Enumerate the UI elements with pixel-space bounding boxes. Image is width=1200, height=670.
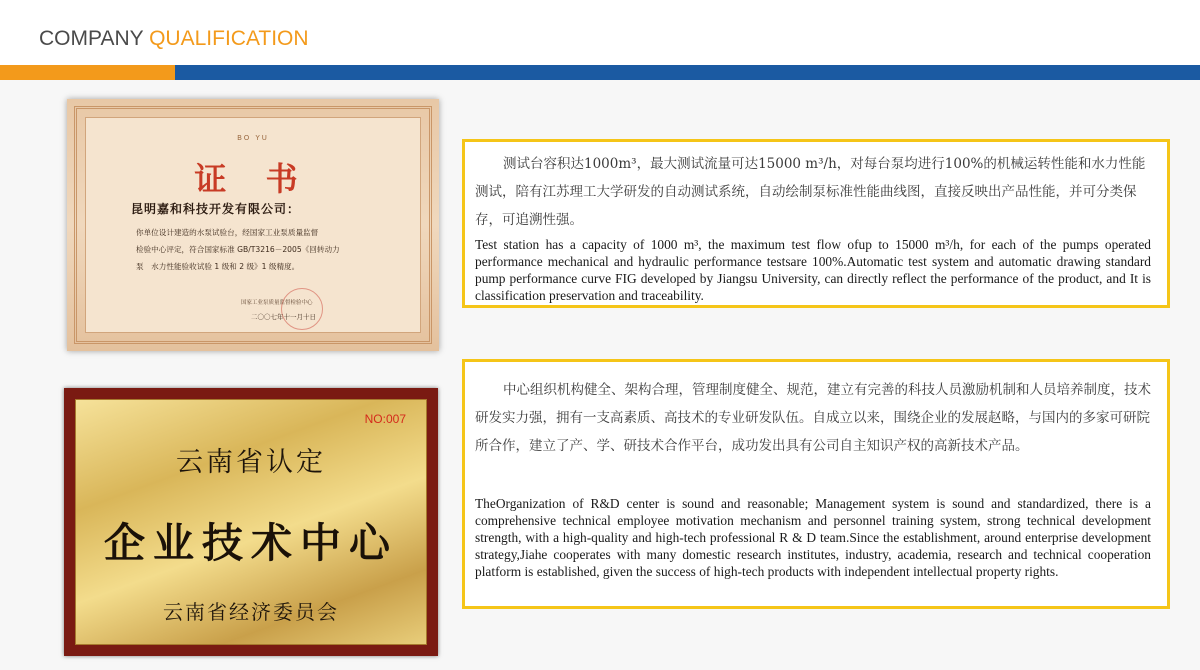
certificate-date: 二〇〇七年十一月十日 bbox=[251, 313, 316, 321]
plaque-line1: 云南省认定 bbox=[176, 447, 326, 478]
plaque-line3: 云南省经济委员会 bbox=[163, 600, 339, 624]
page-title bbox=[39, 27, 309, 51]
test-station-english-text: Test station has a capacity of 1000 m³, the maximum test flow ofup to 15000 m³/h, for each of the pumps operated performance mechanical and hydraulic performance testsare 100%.Automatic test system and automatic drawing standard pump performance curve FIG developed by Jiangsu University, can directly reflect the performance of the product, and It is classification preservation and traceability. bbox=[475, 237, 1151, 303]
certificate-body-line: 泵 水力性能验收试验 1 级和 2 级》1 级精度。 bbox=[136, 262, 300, 271]
certificate-body bbox=[136, 224, 426, 275]
certificate-image bbox=[67, 99, 439, 351]
certificate-issuer: 国家工业泵质量监督检验中心 bbox=[241, 300, 313, 306]
title-qualification: QUALIFICATION bbox=[149, 27, 309, 50]
certificate-body-line: 你单位设计建造的水泵试验台，经国家工业泵质量监督 bbox=[136, 228, 319, 237]
rd-center-chinese-text: 中心组织机构健全、架构合理，管理制度健全、规范，建立有完善的科技人员激励机制和人员培养制度，技术研发实力强，拥有一支高素质、高技术的专业研发队伍。自成立以来，围绕企业的发展赵略，与国内的多家可研院所合作，建立了产、学、研技术合作平台，成功发出具有公司自主知识产权的高新技术产品。 bbox=[475, 382, 1151, 454]
test-station-chinese-text: 测试台容积达1000m³，最大测试流量可达15000 m³/h，对每台泵均进行100%的机械运转性能和水力性能测试，陪有江苏理工大学研发的自动测试系统，自动绘制泵标准性能曲线图，直接反映出产品性能，并可分类保存，可追溯性强。 bbox=[475, 156, 1146, 228]
rd-center-english-text: TheOrganization of R&D center is sound and reasonable; Management system is sound and standardized, there is a comprehensive technical employee motivation mechanism and personnel training system, strong technical development strength, with a high-quality and high-tech professional R & D team.Since the establishment, around enterprise development strategy,Jiahe cooperates with many domestic research institutes, industry, academia, research and technical cooperation platform is established, given the success of high-tech products with independent intellectual property rights. bbox=[475, 496, 1151, 579]
certificate-top-mark: BO YU bbox=[237, 134, 269, 142]
certificate-inner bbox=[85, 117, 421, 333]
header-bar-orange bbox=[0, 65, 175, 80]
certificate-body-line: 检验中心评定，符合国家标准 GB/T3216－2005《回转动力 bbox=[136, 245, 340, 254]
plaque-gold-face bbox=[75, 399, 427, 645]
rd-center-textbox bbox=[462, 359, 1170, 609]
plaque-line2: 企业技术中心 bbox=[104, 519, 398, 567]
certificate-company: 昆明嘉和科技开发有限公司： bbox=[131, 202, 301, 216]
plaque-image bbox=[64, 388, 438, 656]
plaque-number: NO:007 bbox=[364, 412, 406, 426]
certificate-heading: 证 书 bbox=[194, 160, 312, 198]
page-header bbox=[0, 0, 1200, 80]
header-bar-blue bbox=[175, 65, 1200, 80]
title-company: COMPANY bbox=[39, 27, 144, 50]
certificate-seal bbox=[281, 288, 323, 330]
test-station-textbox bbox=[462, 139, 1170, 308]
